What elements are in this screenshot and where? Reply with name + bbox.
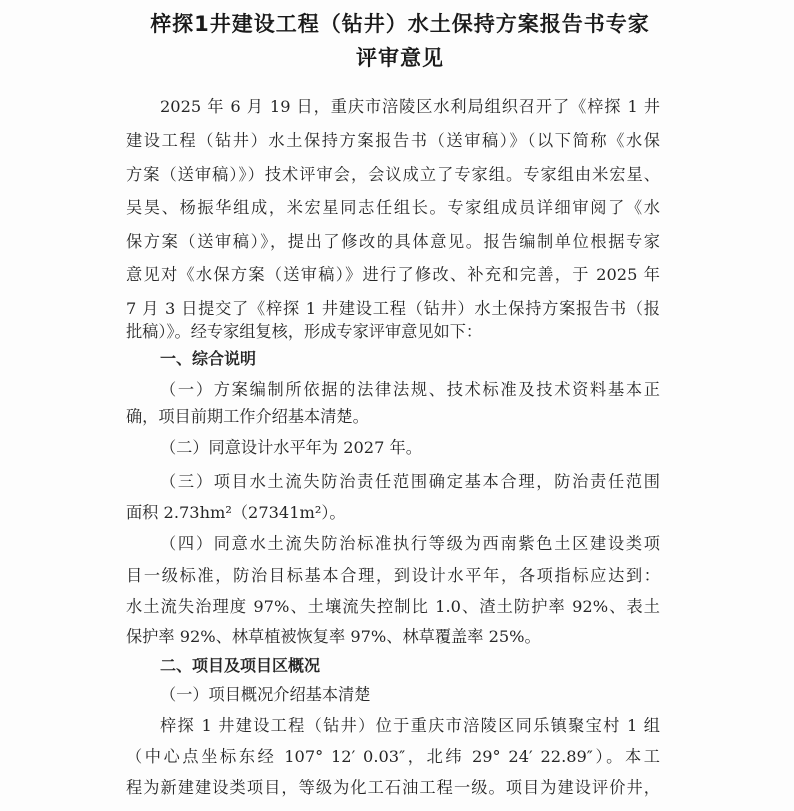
document-title-line-1: 梓探1井建设工程（钻井）水土保持方案报告书专家 [150, 12, 650, 36]
body-text-line: 方案（送审稿）》）技术评审会，会议成立了专家组。专家组由米宏星、 [126, 165, 660, 184]
body-text-line: 吴昊、杨振华组成，米宏星同志任组长。专家组成员详细审阅了《水 [126, 198, 660, 217]
body-text-line: 水土流失治理度 97%、土壤流失控制比 1.0、渣土防护率 92%、表土 [126, 597, 660, 616]
body-text-line: 保方案（送审稿）》，提出了修改的具体意见。报告编制单位根据专家 [126, 232, 660, 251]
body-text-line: 建设工程（钻井）水土保持方案报告书（送审稿）》（以下简称《水保 [126, 131, 660, 150]
body-text-line: 批稿）》。经专家组复核，形成专家评审意见如下： [126, 322, 483, 341]
body-text-line: （三）项目水土流失防治责任范围确定基本合理，防治责任范围 [160, 472, 660, 491]
body-text-line: 意见对《水保方案（送审稿）》进行了修改、补充和完善，于 2025 年 [126, 265, 660, 284]
body-text-line: 梓探 1 井建设工程（钻井）位于重庆市涪陵区同乐镇聚宝村 1 组 [160, 716, 660, 735]
body-text-line: 保护率 92%、林草植被恢复率 97%、林草覆盖率 25%。 [126, 627, 541, 646]
body-text-line: （中心点坐标东经 107° 12′ 0.03″，北纬 29° 24′ 22.89″）。本工 [126, 747, 660, 766]
body-text-line: （一）项目概况介绍基本清楚 [160, 685, 371, 704]
body-text-line: 程为新建建设类项目，等级为化工石油工程一级。项目为建设评价井， [126, 778, 660, 797]
body-text-line: （四）同意水土流失防治标准执行等级为西南紫色土区建设类项 [160, 534, 660, 553]
section-heading-1: 一、综合说明 [160, 349, 257, 368]
body-text-line: 7 月 3 日提交了《梓探 1 井建设工程（钻井）水土保持方案报告书（报 [126, 299, 660, 318]
body-text-line: 面积 2.73hm²（27341m²）。 [126, 503, 346, 522]
body-text-line: 2025 年 6 月 19 日，重庆市涪陵区水利局组织召开了《梓探 1 井 [160, 97, 660, 116]
document-title-line-2: 评审意见 [356, 46, 444, 70]
body-text-line: （二）同意设计水平年为 2027 年。 [160, 438, 422, 457]
body-text-line: 目一级标准，防治目标基本合理，到设计水平年，各项指标应达到： [126, 566, 660, 585]
body-text-line: （一）方案编制所依据的法律法规、技术标准及技术资料基本正 [160, 380, 660, 399]
body-text-line: 确，项目前期工作介绍基本清楚。 [126, 407, 369, 426]
section-heading-2: 二、项目及项目区概况 [160, 656, 321, 675]
